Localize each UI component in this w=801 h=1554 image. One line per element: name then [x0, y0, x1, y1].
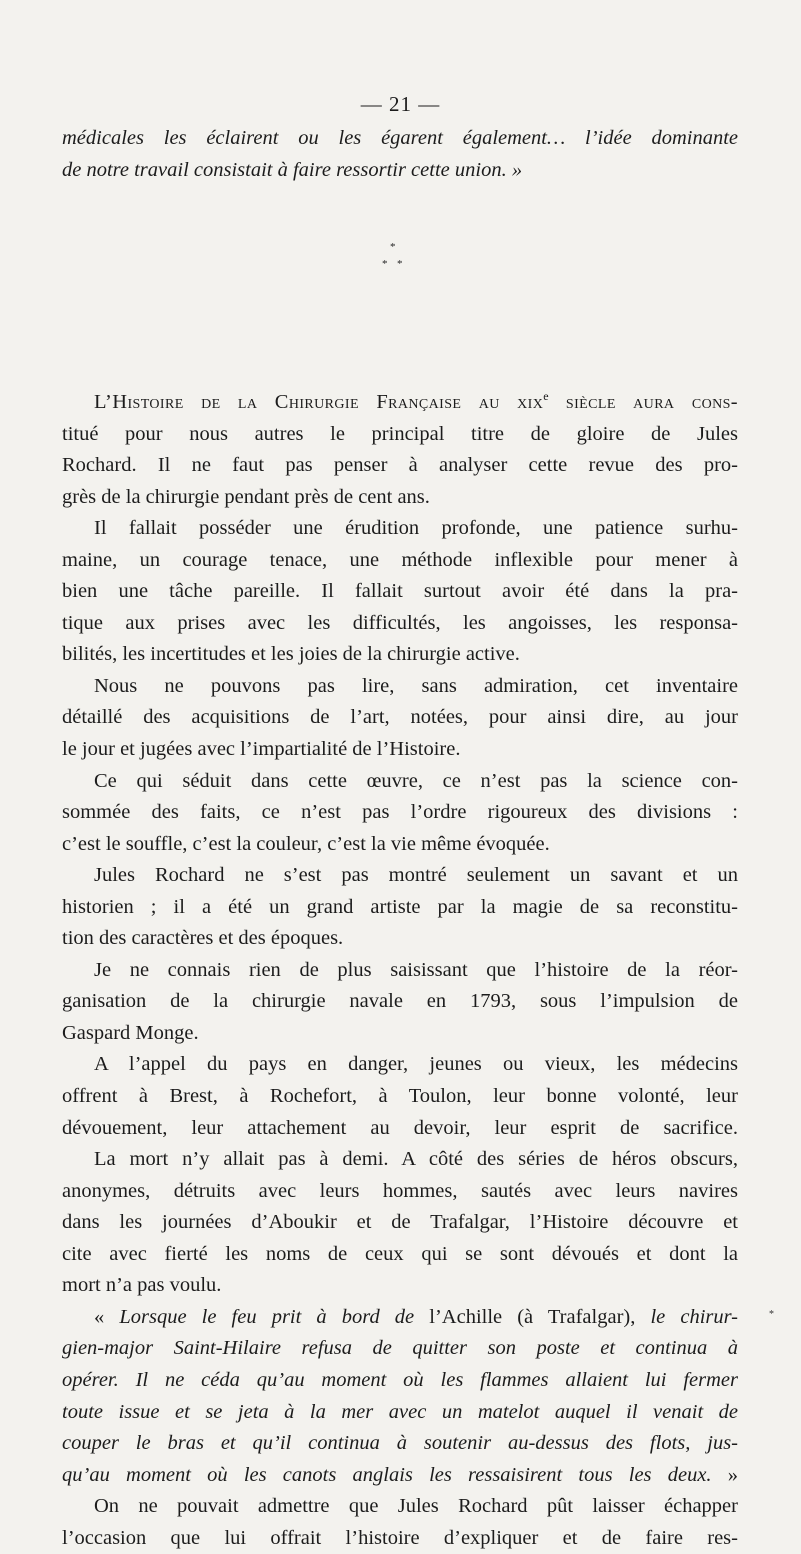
text-line: dans les journées d’Aboukir et de Trafalgar, l’Histoire découvre et: [62, 1211, 738, 1234]
page-number: — 21 —: [360, 92, 441, 116]
text-line: c’est le souffle, c’est la couleur, c’est la vie même évoquée.: [62, 832, 550, 855]
quote-fragment: qu’au moment où les canots anglais les ressaisirent tous les deux.: [62, 1463, 712, 1486]
text-line: tion des caractères et des époques.: [62, 927, 344, 950]
superscript: e: [543, 389, 549, 404]
text-line: dévouement, leur attachement au devoir, leur esprit de sacrifice.: [62, 1116, 738, 1139]
text-line: offrent à Brest, à Rochefort, à Toulon, leur bonne volonté, leur: [62, 1085, 738, 1108]
text-line: l’occasion que lui offrait l’histoire d’expliquer et de faire res-: [62, 1526, 738, 1549]
text-line: Il fallait posséder une érudition profonde, une patience surhu-: [94, 517, 738, 540]
text-line: cite avec fierté les noms de ceux qui se sont dévoués et dont la: [62, 1242, 738, 1265]
text-line: ganisation de la chirurgie navale en 1793, sous l’impulsion de: [62, 990, 738, 1013]
star-icon: *: [382, 258, 388, 270]
text-line: Gaspard Monge.: [62, 1021, 199, 1044]
text-line: tique aux prises avec les difficultés, les angoisses, les responsa-: [62, 611, 738, 634]
star-icon: *: [397, 258, 403, 270]
text-line: sommée des faits, ce n’est pas l’ordre rigoureux des divisions :: [62, 801, 738, 824]
text-line: de notre travail consistait à faire ressortir cette union. »: [62, 158, 523, 181]
text-line: gien-major Saint-Hilaire refusa de quitter son poste et continua à: [62, 1337, 738, 1360]
text-line: médicales les éclairent ou les égarent également… l’idée dominante: [62, 127, 738, 149]
text-line: grès de la chirurgie pendant près de cent ans.: [62, 485, 430, 508]
text-line: bien une tâche pareille. Il fallait surtout avoir été dans la pra-: [62, 580, 738, 603]
text-line: toute issue et se jeta à la mer avec un matelot auquel il venait de: [62, 1400, 738, 1423]
text-fragment: l’Achille (à Trafalgar),: [429, 1305, 651, 1328]
text-line: couper le bras et qu’il continua à soutenir au-dessus des flots, jus-: [62, 1432, 738, 1455]
text-fragment: siècle aura cons-: [548, 391, 738, 413]
text-line: opérer. Il ne céda qu’au moment où les flammes allaient lui fermer: [62, 1368, 738, 1391]
text-line: On ne pouvait admettre que Jules Rochard pût laisser échapper: [94, 1495, 738, 1518]
text-line: A l’appel du pays en danger, jeunes ou vieux, les médecins: [94, 1053, 738, 1076]
text-line: anonymes, détruits avec leurs hommes, sautés avec leurs navires: [62, 1179, 738, 1202]
text-line: La mort n’y allait pas à demi. A côté des séries de héros obscurs,: [94, 1148, 738, 1171]
asterism-icon: [376, 242, 416, 282]
quote-fragment: le chirur-: [650, 1305, 739, 1328]
text-line: titué pour nous autres le principal titre de gloire de Jules: [62, 422, 738, 445]
text-line: [62, 1460, 738, 1492]
text-line: Jules Rochard ne s’est pas montré seulement un savant et un: [94, 864, 738, 887]
text-line: Nous ne pouvons pas lire, sans admiration, cet inventaire: [94, 674, 738, 697]
text-line: mort n’a pas voulu.: [62, 1274, 222, 1297]
footer-mark: *: [769, 1309, 774, 1320]
text-line: le jour et jugées avec l’impartialité de l’Histoire.: [62, 738, 461, 761]
text-line: [62, 387, 738, 419]
text-line: détaillé des acquisitions de l’art, notées, pour ainsi dire, au jour: [62, 706, 738, 729]
intro-quote-end: [62, 123, 738, 186]
text-line: Rochard. Il ne faut pas penser à analyser cette revue des pro-: [62, 454, 738, 477]
text-line: Je ne connais rien de plus saisissant que l’histoire de la réor-: [94, 958, 738, 981]
text-fragment: »: [711, 1463, 738, 1486]
quote-fragment: Lorsque le feu prit à bord de: [119, 1305, 430, 1328]
text-line: bilités, les incertitudes et les joies de la chirurgie active.: [62, 643, 520, 666]
section-title: L’Histoire de la Chirurgie Française au xix: [94, 391, 544, 413]
main-text: [62, 387, 738, 1554]
text-line: Ce qui séduit dans cette œuvre, ce n’est pas la science con-: [94, 769, 738, 792]
text-line: maine, un courage tenace, une méthode inflexible pour mener à: [62, 548, 738, 571]
text-fragment: «: [94, 1305, 120, 1328]
text-line: historien ; il a été un grand artiste par la magie de sa reconstitu-: [62, 895, 738, 918]
star-icon: *: [390, 241, 396, 253]
text-line: [62, 1302, 738, 1334]
